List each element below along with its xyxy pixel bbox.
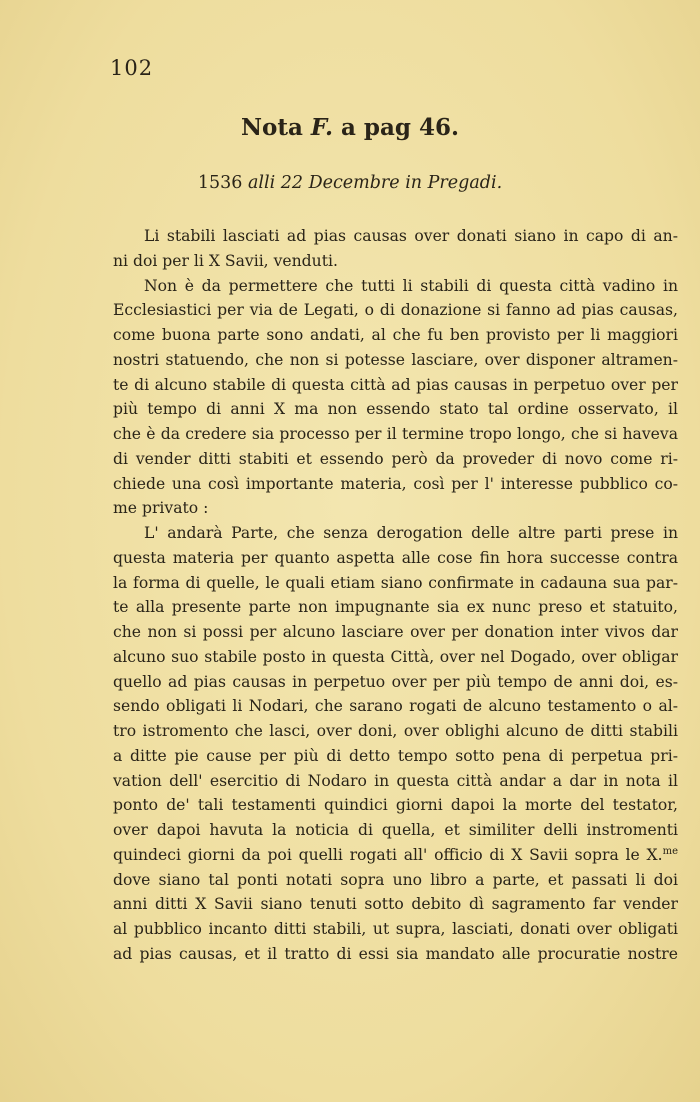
text-line: anni ditti X Savii siano tenuti sotto debito dì sagramento far vender <box>113 895 678 914</box>
subtitle-date: alli 22 Decembre in Pregadi. <box>242 173 503 193</box>
body-text <box>113 224 678 967</box>
text-line: quindeci giorni da poi quelli rogati all' officio di X Savii sopra le X. <box>113 845 663 864</box>
text-line-with-superscript <box>113 843 678 868</box>
text-line: a ditte pie cause per più di detto tempo sotto pena di perpetua pri- <box>113 746 678 765</box>
subtitle-year: 1536 <box>197 173 243 193</box>
page-number: 102 <box>110 56 154 80</box>
text-line: che non si possi per alcuno lasciare over per donation inter vivos dar <box>113 623 678 641</box>
text-line: ponto de' tali testamenti quindici giorni dapoi la morte del testator, <box>113 796 678 815</box>
text-line: te di alcuno stabile di questa città ad pias causas in perpetuo over per <box>113 375 678 394</box>
title-letter: F. <box>310 114 333 141</box>
text-line: quello ad pias causas in perpetuo over per più tempo de anni doi, es- <box>113 672 678 691</box>
text-line: questa materia per quanto aspetta alle cose fin hora successe contra <box>113 548 678 567</box>
text-line: Li stabili lasciati ad pias causas over donati siano in capo di an- <box>144 227 678 245</box>
text-line: la forma di quelle, le quali etiam siano confirmate in cadauna sua par- <box>113 573 678 592</box>
text-line: dove siano tal ponti notati sopra uno libro a parte, et passati li doi <box>113 870 678 889</box>
title-suffix: a pag 46. <box>332 114 459 141</box>
text-line: te alla presente parte non impugnante sia ex nunc preso et statuito, <box>113 598 678 617</box>
text-line: tro istromento che lasci, over doni, over oblighi alcuno de ditti stabili <box>113 722 678 740</box>
title-prefix: Nota <box>241 114 311 141</box>
text-line: Non è da permettere che tutti li stabili di questa città vadino in <box>144 276 678 295</box>
text-line: alcuno suo stabile posto in questa Città, over nel Dogado, over obligar <box>113 647 678 666</box>
text-line: ni doi per li X Savii, venduti. <box>113 251 338 270</box>
text-line: che è da credere sia processo per il termine tropo longo, che si haveva <box>113 425 678 443</box>
text-line: al pubblico incanto ditti stabili, ut supra, lasciati, donati over obligati <box>113 920 678 938</box>
text-line: Ecclesiastici per via de Legati, o di donazione si fanno ad pias causas, <box>113 301 678 320</box>
text-line: nostri statuendo, che non si potesse lasciare, over disponer altramen- <box>113 350 678 369</box>
text-line: chiede una così importante materia, così per l' interesse pubblico co- <box>113 474 678 493</box>
text-line: ad pias causas, et il tratto di essi sia mandato alle procuratie nostre <box>113 944 678 963</box>
note-subtitle <box>0 173 700 193</box>
text-line: di vender ditti stabiti et essendo però da proveder di novo come ri- <box>113 449 678 468</box>
text-line: me privato : <box>113 499 209 518</box>
text-line: come buona parte sono andati, al che fu ben provisto per li maggiori <box>113 326 678 344</box>
text-line: più tempo di anni X ma non essendo stato tal ordine osservato, il <box>113 400 678 419</box>
text-line: L' andarà Parte, che senza derogation delle altre parti prese in <box>144 524 678 542</box>
text-line: over dapoi havuta la noticia di quella, et similiter delli instromenti <box>113 821 678 839</box>
note-title <box>0 114 700 141</box>
text-line: vation dell' esercitio di Nodaro in questa città andar a dar in nota il <box>113 771 678 790</box>
superscript: me <box>662 845 678 857</box>
text-line: sendo obligati li Nodari, che sarano rogati de alcuno testamento o al- <box>113 697 678 716</box>
